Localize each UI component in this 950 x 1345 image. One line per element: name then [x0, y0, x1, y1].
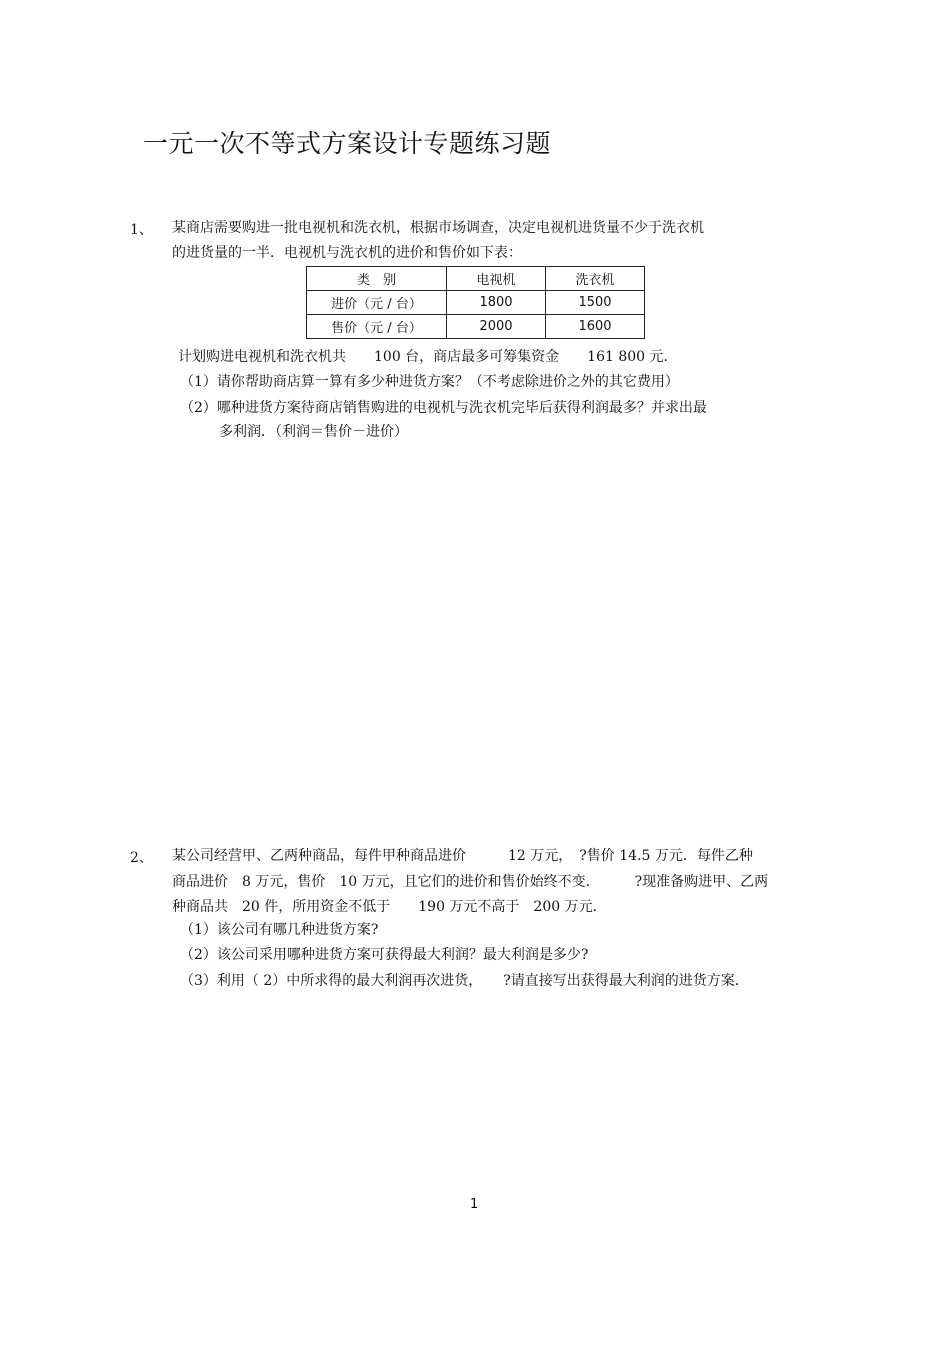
question-2-line-1: 某公司经营甲、乙两种商品，每件甲种商品进价 12 万元， ?售价 14.5 万元．每件乙种 [172, 848, 753, 864]
question-1-sub-1: （1）请你帮助商店算一算有多少种进货方案？（不考虑除进价之外的其它费用） [180, 374, 679, 390]
table-header-cell: 洗衣机 [546, 267, 645, 291]
question-1-sub-2b: 多利润．（利润＝售价－进价） [219, 424, 408, 440]
table-cell: 1500 [546, 291, 645, 315]
question-2-sub-3: （3）利用（ 2）中所求得的最大利润再次进货， ?请直接写出获得最大利润的进货方案． [180, 973, 749, 989]
table-cell: 1800 [447, 291, 546, 315]
question-1-sub-2a: （2）哪种进货方案待商店销售购进的电视机与洗衣机完毕后获得利润最多？并求出最 [180, 400, 707, 416]
question-1-line-1: 某商店需要购进一批电视机和洗衣机，根据市场调查，决定电视机进货量不少于洗衣机 [172, 220, 704, 236]
table-header-cell: 电视机 [447, 267, 546, 291]
table-row [307, 315, 645, 339]
question-2-sub-1: （1）该公司有哪几种进货方案? [180, 922, 379, 938]
table-cell: 进价（元 / 台） [307, 291, 447, 315]
table-cell: 售价（元 / 台） [307, 315, 447, 339]
table-row [307, 291, 645, 315]
question-2-line-3: 种商品共 20 件，所用资金不低于 190 万元不高于 200 万元． [172, 899, 607, 915]
table-cell: 1600 [546, 315, 645, 339]
table-header-cell: 类 别 [307, 267, 447, 291]
question-1-line-3: 计划购进电视机和洗衣机共 100 台，商店最多可筹集资金 161 800 元． [178, 349, 678, 365]
price-table [306, 266, 645, 339]
question-1-number: 1、 [130, 222, 153, 238]
page-title: 一元一次不等式方案设计专题练习题 [143, 129, 552, 158]
question-2-number: 2、 [130, 850, 153, 866]
question-2-sub-2: （2）该公司采用哪种进货方案可获得最大利润？最大利润是多少? [180, 947, 589, 963]
question-2-line-2: 商品进价 8 万元，售价 10 万元，且它们的进价和售价始终不变． ?现准备购进甲、乙两 [172, 874, 769, 890]
question-1-line-2: 的进货量的一半．电视机与洗衣机的进价和售价如下表： [172, 245, 522, 261]
page-number: 1 [470, 1197, 479, 1212]
table-cell: 2000 [447, 315, 546, 339]
table-header-row [307, 267, 645, 291]
